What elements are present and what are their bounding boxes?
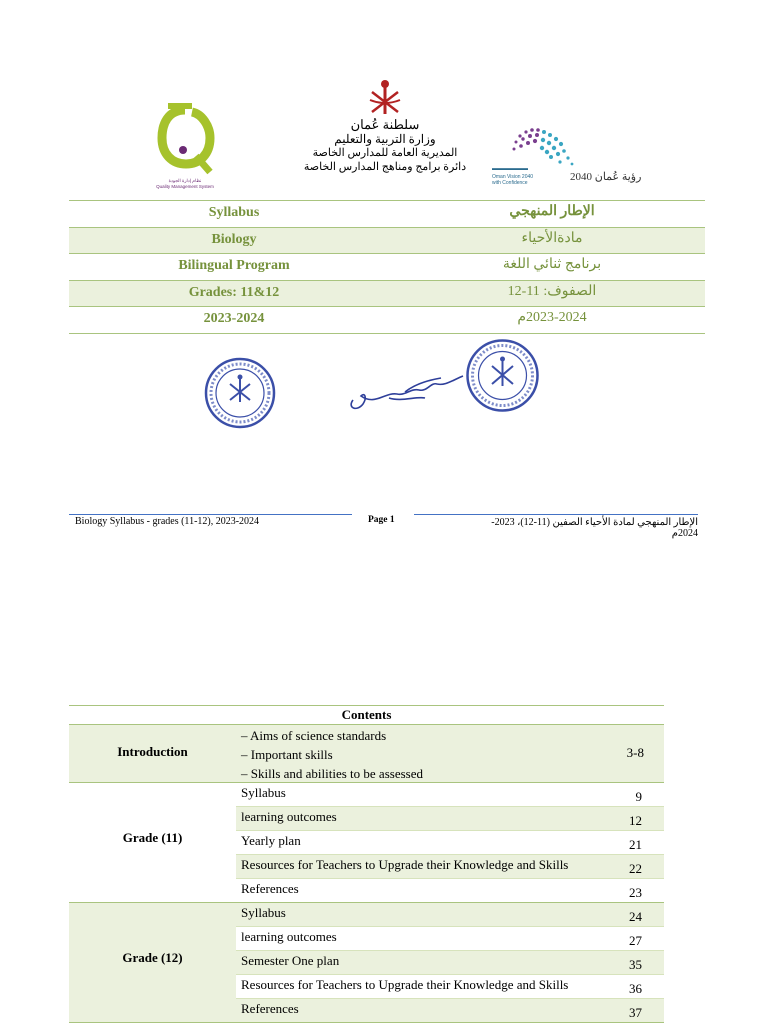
toc-item: References bbox=[241, 1001, 299, 1016]
official-stamp-left bbox=[203, 356, 277, 430]
toc-row[interactable] bbox=[236, 783, 664, 806]
signature bbox=[345, 362, 470, 417]
toc-row[interactable] bbox=[236, 950, 664, 974]
grade12-group bbox=[69, 903, 664, 1023]
contents-title: Contents bbox=[69, 705, 664, 725]
toc-page: 36 bbox=[629, 981, 642, 996]
page-number: Page 1 bbox=[368, 515, 395, 525]
svg-text:▬▬▬▬▬▬: ▬▬▬▬▬▬ bbox=[492, 166, 528, 172]
toc-item: Resources for Teachers to Upgrade their Knowledge and Skills bbox=[241, 977, 569, 992]
toc-row[interactable] bbox=[236, 854, 664, 878]
toc-item: Syllabus bbox=[241, 905, 286, 920]
toc-page: 23 bbox=[629, 885, 642, 900]
toc-row[interactable] bbox=[236, 998, 664, 1022]
grade11-label: Grade (11) bbox=[122, 830, 183, 845]
emblem-line-2: وزارة التربية والتعليم bbox=[334, 132, 436, 146]
toc-row[interactable] bbox=[236, 830, 664, 854]
toc-item: References bbox=[241, 881, 299, 896]
intro-page: 3-8 bbox=[626, 745, 644, 760]
intro-item-abilities[interactable]: – Skills and abilities to be assessed bbox=[241, 766, 423, 781]
toc-page: 12 bbox=[629, 813, 642, 828]
toc-page: 22 bbox=[629, 861, 642, 876]
grade12-label: Grade (12) bbox=[122, 950, 183, 965]
emblem-line-1: سلطنة عُمان bbox=[350, 117, 420, 132]
title-en: Syllabus bbox=[208, 205, 260, 220]
toc-item: learning outcomes bbox=[241, 809, 337, 824]
toc-item: learning outcomes bbox=[241, 929, 337, 944]
vision-caption-ar: رؤية عُمان 2040 bbox=[570, 171, 642, 183]
intro-item-aims[interactable]: – Aims of science standards bbox=[241, 728, 387, 743]
grades-en: Grades: 11&12 bbox=[188, 284, 280, 300]
qms-caption-ar: نظام إدارة الجودة bbox=[168, 178, 202, 183]
toc-page: 35 bbox=[629, 957, 642, 972]
program-row bbox=[69, 253, 705, 280]
subject-en: Biology bbox=[211, 231, 257, 247]
vision-2040-logo bbox=[490, 126, 680, 196]
toc-row[interactable] bbox=[236, 903, 664, 926]
qms-logo bbox=[140, 100, 230, 190]
toc-item: Resources for Teachers to Upgrade their Knowledge and Skills bbox=[241, 857, 569, 872]
footer-rule-right bbox=[414, 514, 698, 515]
year-en: 2023-2024 bbox=[203, 311, 265, 327]
footer-rule-left bbox=[69, 514, 352, 515]
grade11-group bbox=[69, 783, 664, 903]
toc-item: Semester One plan bbox=[241, 953, 340, 968]
toc-item: Yearly plan bbox=[241, 833, 301, 848]
toc-row[interactable] bbox=[236, 806, 664, 830]
title-row bbox=[69, 200, 705, 227]
khanjar-emblem-icon bbox=[300, 78, 470, 118]
intro-group bbox=[69, 725, 664, 783]
vision-dots-icon bbox=[490, 126, 680, 174]
title-table bbox=[69, 200, 705, 334]
program-ar: برنامج ثنائي اللغة bbox=[502, 257, 602, 273]
title-ar: الإطار المنهجي bbox=[509, 204, 595, 219]
qms-caption-en: Quality Management System bbox=[156, 184, 214, 189]
toc-page: 37 bbox=[629, 1005, 642, 1020]
grades-ar: الصفوف: 11-12 bbox=[507, 283, 597, 299]
toc-page: 9 bbox=[635, 789, 642, 804]
emblem-line-3: المديرية العامة للمدارس الخاصة bbox=[312, 147, 458, 159]
toc-page: 24 bbox=[629, 909, 642, 924]
vision-en-line-1: Oman Vision 2040 bbox=[492, 174, 534, 180]
program-en: Bilingual Program bbox=[178, 258, 290, 274]
toc-item: Syllabus bbox=[241, 785, 286, 800]
year-row bbox=[69, 306, 705, 334]
ministry-emblem bbox=[300, 78, 470, 193]
toc-row[interactable] bbox=[236, 974, 664, 998]
toc-row[interactable] bbox=[236, 926, 664, 950]
toc-row[interactable] bbox=[236, 878, 664, 902]
subject-ar: مادةالأحياء bbox=[521, 230, 583, 246]
subject-row bbox=[69, 227, 705, 254]
contents-table bbox=[69, 705, 664, 1023]
grades-row bbox=[69, 280, 705, 307]
intro-item-skills[interactable]: – Important skills bbox=[241, 747, 333, 762]
toc-page: 27 bbox=[629, 933, 642, 948]
toc-page: 21 bbox=[629, 837, 642, 852]
year-ar: 2023-2024م bbox=[517, 310, 587, 326]
footer-right-text: الإطار المنهجي لمادة الأحياء الصفين (11-12)، 2023-2024م bbox=[491, 517, 698, 539]
vision-en-line-2: with Confidence bbox=[492, 180, 528, 186]
emblem-line-4: دائرة برامج ومناهج المدارس الخاصة bbox=[303, 161, 467, 173]
footer-left-text: Biology Syllabus - grades (11-12), 2023-2024 bbox=[75, 516, 260, 527]
intro-label: Introduction bbox=[117, 744, 188, 759]
official-stamp-right bbox=[465, 338, 540, 413]
vision-caption-en bbox=[492, 174, 533, 186]
